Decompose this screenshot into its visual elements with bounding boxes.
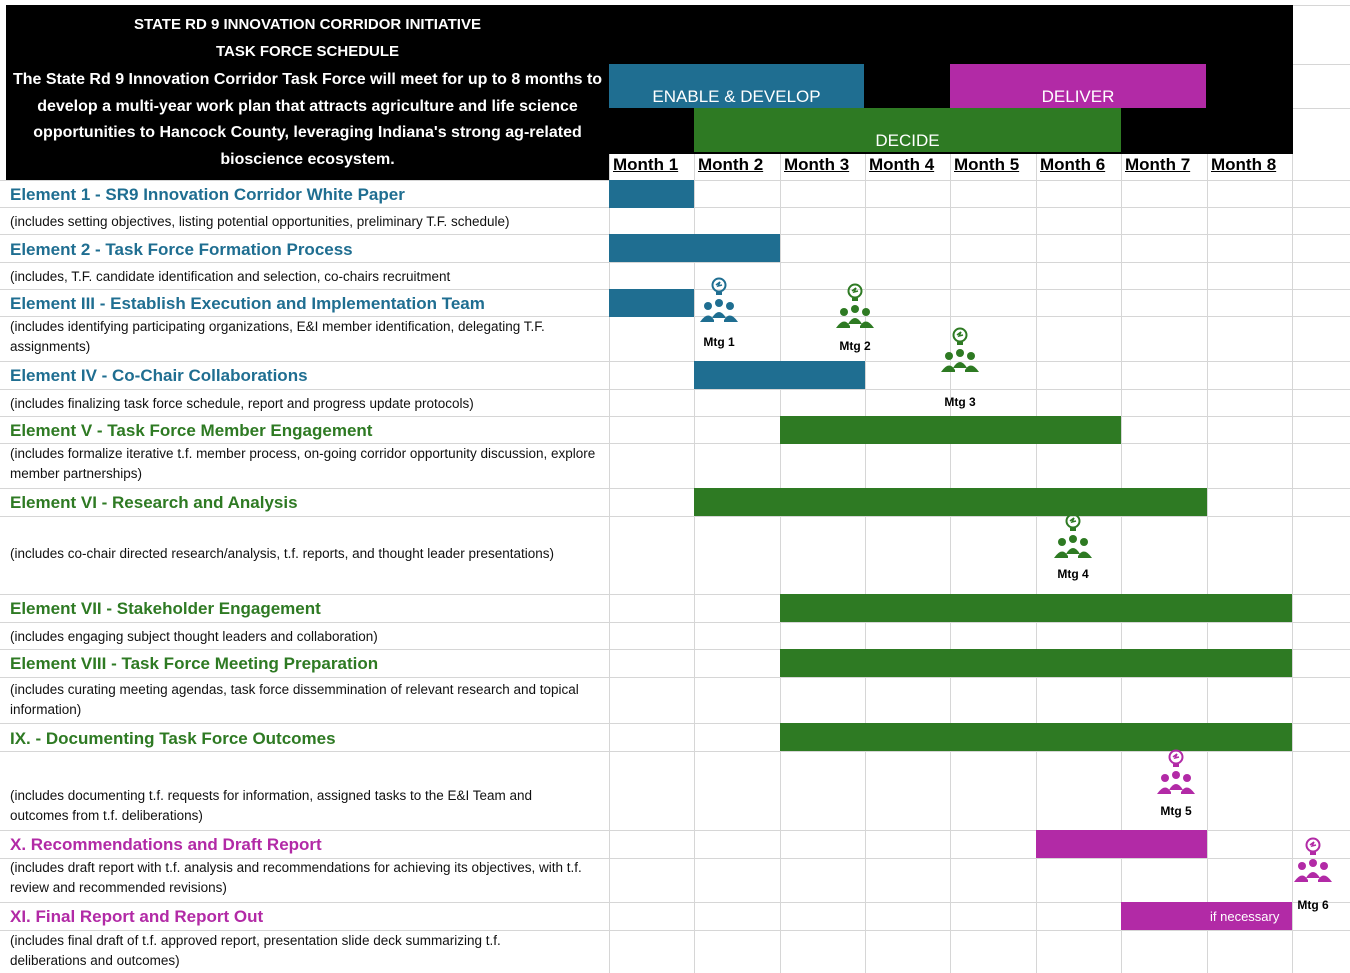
element-8-desc: (includes curating meeting agendas, task force dissemmination of relevant research and topical information) — [10, 682, 579, 717]
element-5-title: Element V - Task Force Member Engagement — [10, 421, 373, 440]
team-lightbulb-icon — [932, 326, 988, 382]
bar-element-10 — [1036, 830, 1207, 858]
bar-element-6 — [694, 488, 1207, 516]
element-8-title: Element VIII - Task Force Meeting Preparation — [10, 654, 379, 673]
header-description: The State Rd 9 Innovation Corridor Task Force will meet for up to 8 months to develop a multi-year work plan that attracts agriculture and life science opportunities to Hancock County, leveraging Indiana's strong ag-related bioscience ecosystem. — [12, 71, 603, 168]
element-4-desc: (includes finalizing task force schedule, report and progress update protocols) — [10, 396, 474, 411]
meeting-4 — [1045, 512, 1101, 592]
month-6: Month 6 — [1040, 155, 1106, 174]
meeting-3-label: Mtg 3 — [944, 395, 976, 409]
element-9-desc: (includes documenting t.f. requests for information, assigned tasks to the E&I Team and outcomes from t.f. deliberations) — [10, 788, 533, 823]
month-7: Month 7 — [1125, 155, 1191, 174]
meeting-5-label: Mtg 5 — [1160, 804, 1192, 818]
month-3: Month 3 — [784, 155, 850, 174]
month-2: Month 2 — [698, 155, 764, 174]
meeting-1 — [691, 276, 747, 356]
element-10-desc: (includes draft report with t.f. analysis and recommendations for achieving its objectives, with t.f. review and recommended revisions) — [10, 860, 582, 895]
bar-element-7 — [780, 594, 1292, 622]
element-3-desc: (includes identifying participating organizations, E&I member identification, delegating T.F. assignments) — [10, 319, 545, 354]
element-1-title: Element 1 - SR9 Innovation Corridor White Paper — [10, 185, 405, 204]
month-4: Month 4 — [869, 155, 935, 174]
bar-element-2 — [609, 234, 780, 262]
element-11-title: XI. Final Report and Report Out — [10, 907, 264, 926]
team-lightbulb-icon — [691, 276, 747, 332]
bar-element-5 — [780, 416, 1121, 444]
element-4-title: Element IV - Co-Chair Collaborations — [10, 366, 308, 385]
phase-deliver — [950, 64, 1206, 108]
phase-enable-develop — [609, 64, 864, 108]
element-2-title: Element 2 - Task Force Formation Process — [10, 240, 353, 259]
if-necessary-note: if necessary — [1210, 909, 1280, 924]
element-9-title: IX. - Documenting Task Force Outcomes — [10, 729, 336, 748]
bar-element-1 — [609, 180, 694, 208]
meeting-2 — [827, 282, 883, 362]
header-title: STATE RD 9 INNOVATION CORRIDOR INITIATIVE — [134, 16, 481, 33]
month-5: Month 5 — [954, 155, 1020, 174]
header-subtitle: TASK FORCE SCHEDULE — [215, 43, 400, 60]
bar-element-4 — [694, 361, 865, 389]
phase-decide-label: DECIDE — [875, 131, 940, 150]
meeting-2-label: Mtg 2 — [839, 339, 871, 353]
month-1: Month 1 — [613, 155, 679, 174]
element-6-title: Element VI - Research and Analysis — [10, 493, 298, 512]
meeting-6-label: Mtg 6 — [1297, 898, 1329, 912]
element-7-title: Element VII - Stakeholder Engagement — [10, 599, 321, 618]
meeting-1-label: Mtg 1 — [703, 335, 735, 349]
element-3-title: Element III - Establish Execution and Implementation Team — [10, 294, 485, 313]
element-7-desc: (includes engaging subject thought leaders and collaboration) — [10, 629, 378, 644]
team-lightbulb-icon — [1045, 512, 1101, 568]
meeting-5 — [1148, 748, 1204, 828]
team-lightbulb-icon — [1148, 748, 1204, 804]
meeting-6 — [1285, 836, 1341, 916]
team-lightbulb-icon — [827, 282, 883, 338]
meeting-4-label: Mtg 4 — [1057, 567, 1089, 581]
month-8: Month 8 — [1211, 155, 1277, 174]
header-panel — [6, 5, 609, 180]
bar-element-9 — [780, 723, 1292, 751]
element-10-title: X. Recommendations and Draft Report — [10, 835, 322, 854]
element-1-desc: (includes setting objectives, listing potential opportunities, preliminary T.F. schedule) — [10, 214, 510, 229]
element-6-desc: (includes co-chair directed research/analysis, t.f. reports, and thought leader presentations) — [10, 546, 555, 561]
element-5-desc: (includes formalize iterative t.f. member process, on-going corridor opportunity discussion, explore member partnerships) — [10, 446, 596, 481]
phase-deliver-label: DELIVER — [1041, 87, 1115, 106]
bar-element-8 — [780, 649, 1292, 677]
team-lightbulb-icon — [1285, 836, 1341, 892]
meeting-3 — [932, 326, 988, 409]
phase-decide — [694, 108, 1121, 152]
element-11-desc: (includes final draft of t.f. approved report, presentation slide deck summarizing t.f. deliberations and outcomes) — [10, 933, 501, 968]
phase-enable-label: ENABLE & DEVELOP — [652, 87, 821, 106]
element-2-desc: (includes, T.F. candidate identification and selection, co-chairs recruitment — [10, 269, 451, 284]
bar-element-3 — [609, 289, 694, 317]
